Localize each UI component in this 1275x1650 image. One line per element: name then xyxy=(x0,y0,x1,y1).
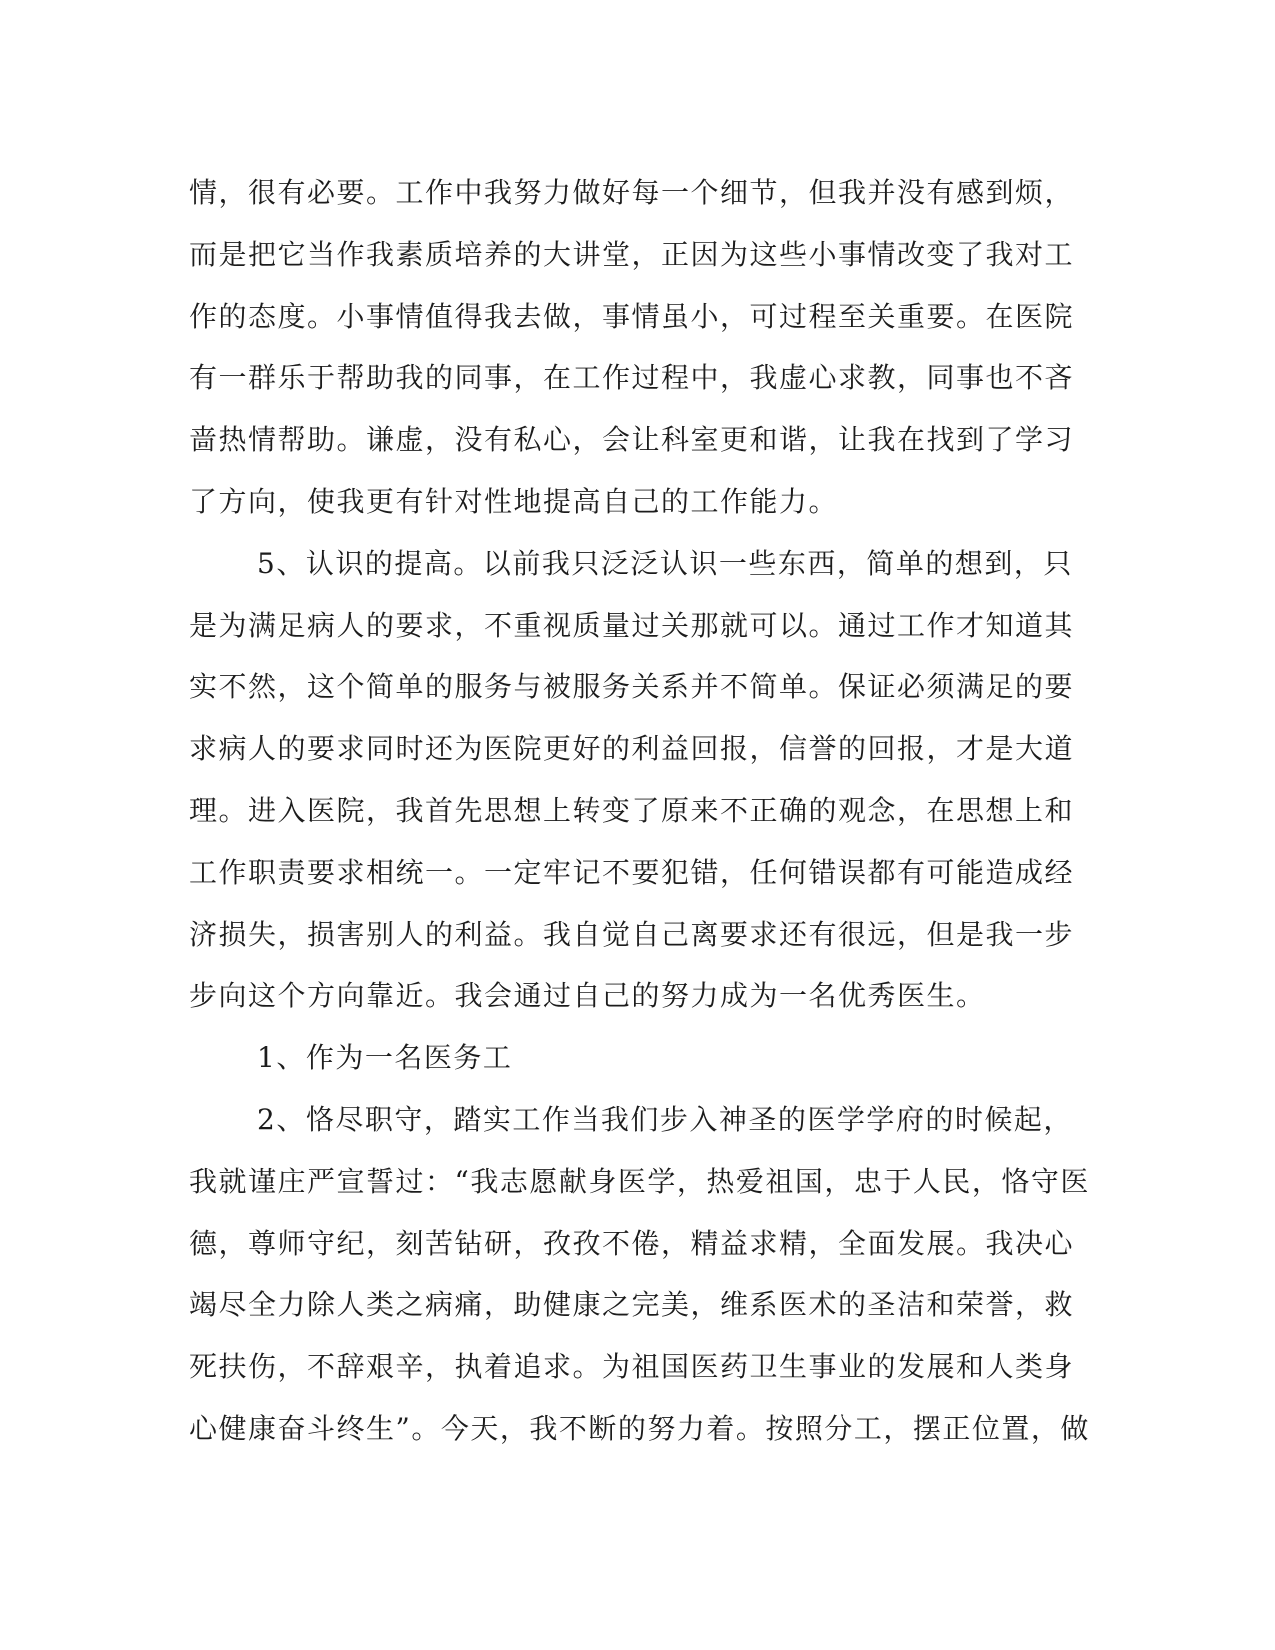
text-line: 竭尽全力除人类之病痛，助健康之完美，维系医术的圣洁和荣誉，救 xyxy=(189,1288,1075,1322)
text-line: 理。进入医院，我首先思想上转变了原来不正确的观念，在思想上和 xyxy=(189,793,1075,827)
text-line: 啬热情帮助。谦虚，没有私心，会让科室更和谐，让我在找到了学习 xyxy=(189,423,1075,457)
text-line: 我就谨庄严宣誓过：“我志愿献身医学，热爱祖国，忠于人民，恪守医 xyxy=(189,1164,1090,1198)
paragraph-start-line: 2、恪尽职守，踏实工作当我们步入神圣的医学学府的时候起， xyxy=(257,1102,1073,1136)
body-text xyxy=(189,162,1090,1460)
text-line: 有一群乐于帮助我的同事，在工作过程中，我虚心求教，同事也不吝 xyxy=(189,361,1075,395)
text-line: 心健康奋斗终生”。今天，我不断的努力着。按照分工，摆正位置，做 xyxy=(189,1411,1090,1445)
text-line: 工作职责要求相统一。一定牢记不要犯错，任何错误都有可能造成经 xyxy=(189,855,1075,889)
text-line: 死扶伤，不辞艰辛，执着追求。为祖国医药卫生事业的发展和人类身 xyxy=(189,1350,1075,1384)
paragraph-start-line: 1、作为一名医务工 xyxy=(257,1041,513,1075)
text-line: 求病人的要求同时还为医院更好的利益回报，信誉的回报，才是大道 xyxy=(189,732,1075,766)
text-line: 德，尊师守纪，刻苦钻研，孜孜不倦，精益求精，全面发展。我决心 xyxy=(189,1226,1075,1260)
text-line: 了方向，使我更有针对性地提高自己的工作能力。 xyxy=(189,484,839,518)
text-line: 实不然，这个简单的服务与被服务关系并不简单。保证必须满足的要 xyxy=(189,670,1075,704)
text-line: 而是把它当作我素质培养的大讲堂，正因为这些小事情改变了我对工 xyxy=(189,237,1075,271)
text-line: 济损失，损害别人的利益。我自觉自己离要求还有很远，但是我一步 xyxy=(189,917,1075,951)
text-line: 情，很有必要。工作中我努力做好每一个细节，但我并没有感到烦， xyxy=(189,176,1075,209)
text-line: 步向这个方向靠近。我会通过自己的努力成为一名优秀医生。 xyxy=(189,979,986,1013)
text-line: 是为满足病人的要求，不重视质量过关那就可以。通过工作才知道其 xyxy=(189,608,1075,642)
text-line: 作的态度。小事情值得我去做，事情虽小，可过程至关重要。在医院 xyxy=(189,299,1075,333)
paragraph-start-line: 5、认识的提高。以前我只泛泛认识一些东西，简单的想到，只 xyxy=(257,546,1073,580)
